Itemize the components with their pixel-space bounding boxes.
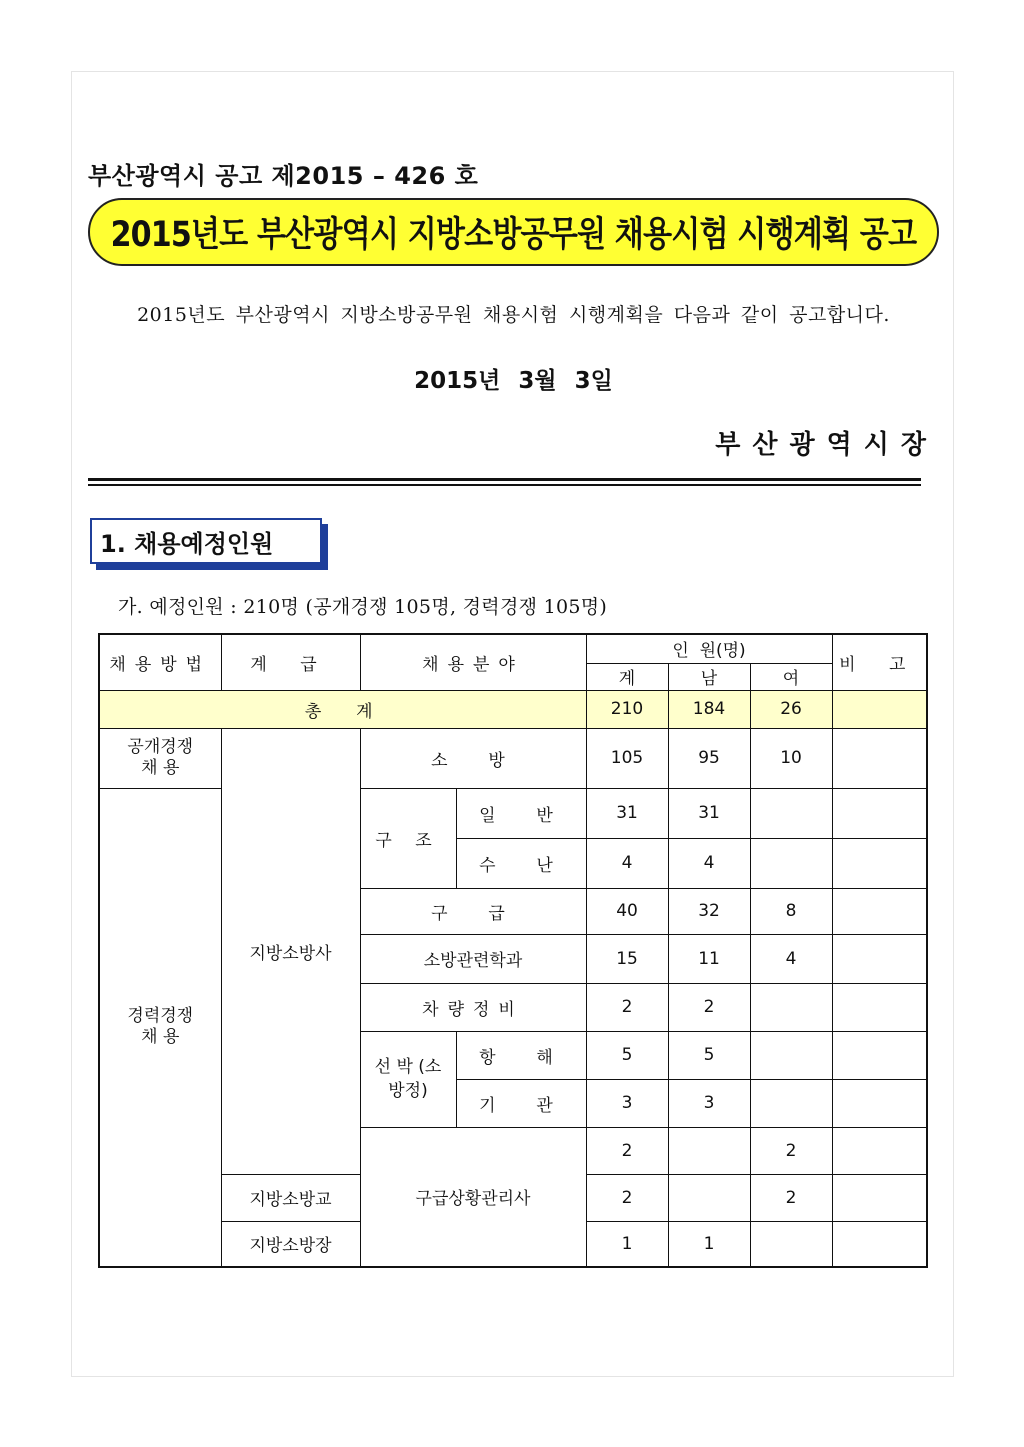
total-cell: 1	[586, 1221, 668, 1267]
field-cell: 항 해	[456, 1031, 586, 1079]
notice-number: 부산광역시 공고 제2015 – 426 호	[88, 162, 479, 190]
male-cell: 2	[668, 983, 750, 1031]
female-cell: 10	[750, 728, 832, 788]
male-cell: 4	[668, 838, 750, 888]
field-cell: 수 난	[456, 838, 586, 888]
note-cell	[832, 934, 927, 983]
female-cell	[750, 1079, 832, 1127]
title-banner	[88, 198, 939, 266]
note-cell	[832, 788, 927, 838]
note-cell	[832, 690, 927, 728]
male-cell: 11	[668, 934, 750, 983]
female-cell	[750, 838, 832, 888]
issuer-name: 부산광역시장	[715, 430, 938, 460]
section-heading: 1. 채용예정인원	[90, 518, 322, 564]
field-group-ems-dispatch: 구급상황관리사	[360, 1127, 586, 1267]
grade-lieutenant: 지방소방장	[221, 1221, 360, 1267]
field-cell: 구 급	[360, 888, 586, 934]
total-cell: 2	[586, 1127, 668, 1174]
field-cell: 기 관	[456, 1079, 586, 1127]
field-cell: 차량정비	[360, 983, 586, 1031]
total-cell: 31	[586, 788, 668, 838]
grand-total-male: 184	[668, 690, 750, 728]
section-subheading: 가. 예정인원 : 210명 (공개경쟁 105명, 경력경쟁 105명)	[118, 596, 608, 618]
header-male: 남	[668, 663, 750, 690]
total-cell: 105	[586, 728, 668, 788]
grand-total-total: 210	[586, 690, 668, 728]
female-cell	[750, 983, 832, 1031]
header-field: 채용분야	[360, 634, 586, 690]
total-cell: 15	[586, 934, 668, 983]
field-cell: 소방관련학과	[360, 934, 586, 983]
total-cell: 4	[586, 838, 668, 888]
male-cell: 32	[668, 888, 750, 934]
divider-line	[88, 484, 921, 486]
male-cell: 5	[668, 1031, 750, 1079]
grade-sergeant: 지방소방교	[221, 1174, 360, 1221]
note-cell	[832, 1174, 927, 1221]
female-cell	[750, 1031, 832, 1079]
intro-text: 2015년도 부산광역시 지방소방공무원 채용시험 시행계획을 다음과 같이 공고합니다.	[137, 304, 890, 326]
male-cell: 95	[668, 728, 750, 788]
note-cell	[832, 888, 927, 934]
method-open: 공개경쟁 채 용	[99, 728, 221, 788]
note-cell	[832, 1079, 927, 1127]
female-cell: 4	[750, 934, 832, 983]
divider-line	[88, 478, 921, 481]
total-cell: 2	[586, 983, 668, 1031]
section-heading-box	[90, 518, 322, 564]
header-grade: 계 급	[221, 634, 360, 690]
note-cell	[832, 728, 927, 788]
male-cell	[668, 1174, 750, 1221]
total-cell: 2	[586, 1174, 668, 1221]
note-cell	[832, 983, 927, 1031]
field-group-rescue: 구 조	[360, 788, 456, 888]
male-cell	[668, 1127, 750, 1174]
recruitment-table	[98, 633, 928, 1268]
grand-total-female: 26	[750, 690, 832, 728]
method-career: 경력경쟁 채 용	[99, 788, 221, 1267]
field-group-vessel: 선 박 (소방정)	[360, 1031, 456, 1127]
notice-date: 2015년 3월 3일	[414, 368, 613, 394]
female-cell	[750, 788, 832, 838]
total-cell: 3	[586, 1079, 668, 1127]
male-cell: 3	[668, 1079, 750, 1127]
field-cell: 일 반	[456, 788, 586, 838]
header-female: 여	[750, 663, 832, 690]
header-method: 채용방법	[99, 634, 221, 690]
note-cell	[832, 838, 927, 888]
document-title: 2015년도 부산광역시 지방소방공무원 채용시험 시행계획 공고	[110, 215, 917, 255]
grade-fireman: 지방소방사	[221, 728, 360, 1174]
grand-total-label: 총 계	[99, 690, 586, 728]
note-cell	[832, 1221, 927, 1267]
female-cell: 2	[750, 1174, 832, 1221]
total-cell: 5	[586, 1031, 668, 1079]
female-cell: 2	[750, 1127, 832, 1174]
total-cell: 40	[586, 888, 668, 934]
note-cell	[832, 1031, 927, 1079]
male-cell: 31	[668, 788, 750, 838]
header-note: 비 고	[832, 634, 927, 690]
female-cell: 8	[750, 888, 832, 934]
field-cell: 소 방	[360, 728, 586, 788]
header-count: 인 원(명)	[586, 634, 832, 663]
male-cell: 1	[668, 1221, 750, 1267]
header-total: 계	[586, 663, 668, 690]
female-cell	[750, 1221, 832, 1267]
note-cell	[832, 1127, 927, 1174]
